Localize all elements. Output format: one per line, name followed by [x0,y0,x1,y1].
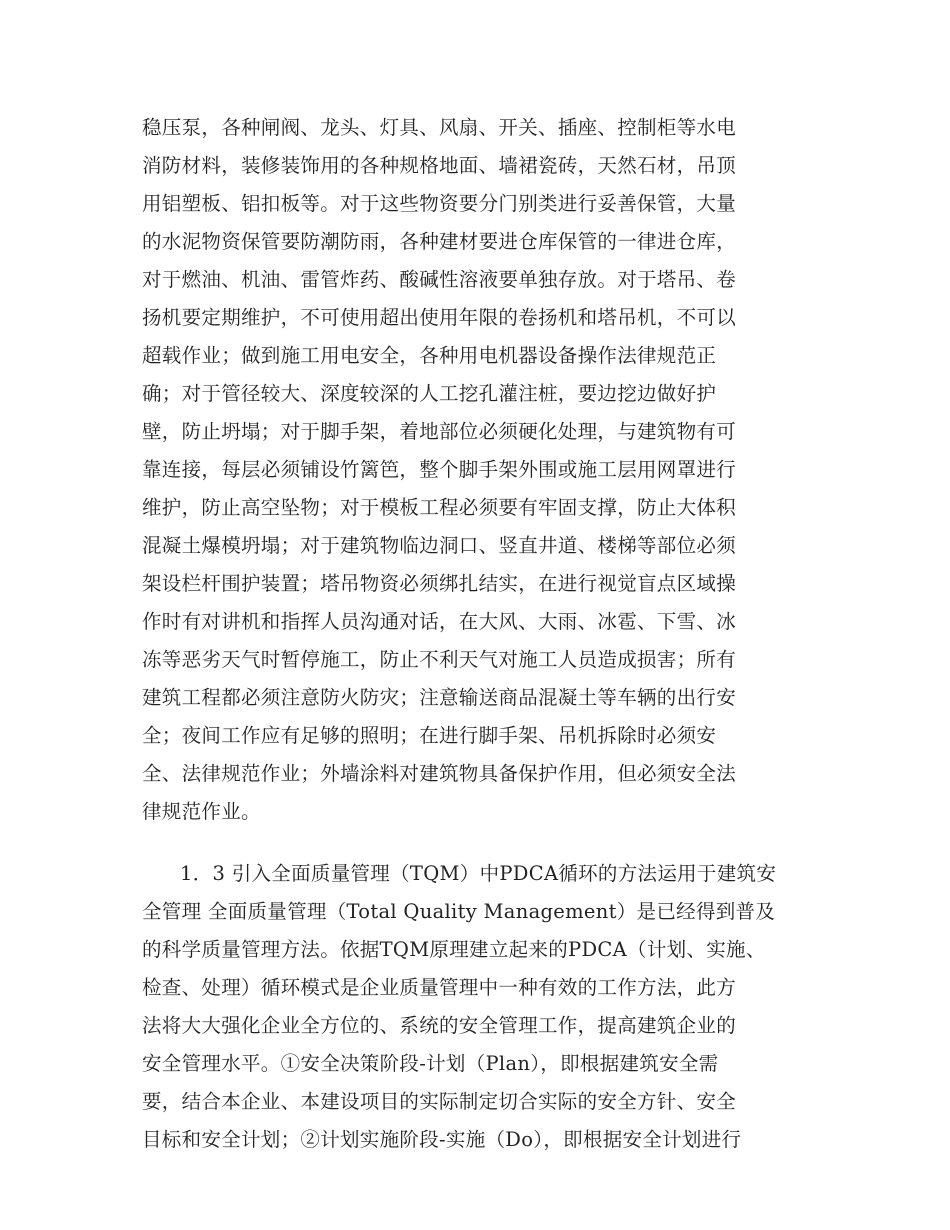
text-line: 架设栏杆围护装置；塔吊物资必须绑扎结实，在进行视觉盲点区域操 [142,572,737,595]
text-line: 全管理 全面质量管理（Total Quality Management）是已经得到普及 [142,900,776,923]
text-line: 维护，防止高空坠物；对于模板工程必须要有牢固支撑，防止大体积 [142,496,737,519]
text-line: 靠连接，每层必须铺设竹篱笆，整个脚手架外围或施工层用网罩进行 [142,458,737,481]
text-line: 作时有对讲机和指挥人员沟通对话，在大风、大雨、冰雹、下雪、冰 [142,610,737,633]
text-line: 消防材料，装修装饰用的各种规格地面、墙裙瓷砖，天然石材，吊顶 [142,154,737,177]
text-line: 全、法律规范作业；外墙涂料对建筑物具备保护作用，但必须安全法 [142,762,737,785]
text-line: 建筑工程都必须注意防火防灾；注意输送商品混凝土等车辆的出行安 [142,686,737,709]
text-line: 确；对于管径较大、深度较深的人工挖孔灌注桩，要边挖边做好护 [142,382,717,405]
text-line: 法将大大强化企业全方位的、系统的安全管理工作，提高建筑企业的 [142,1014,737,1037]
text-line: 目标和安全计划；②计划实施阶段-实施（Do），即根据安全计划进行 [142,1128,742,1151]
text-line: 安全管理水平。①安全决策阶段-计划（Plan），即根据建筑安全需 [142,1052,719,1075]
text-line: 扬机要定期维护，不可使用超出使用年限的卷扬机和塔吊机，不可以 [142,306,737,329]
text-line: 冻等恶劣天气时暂停施工，防止不利天气对施工人员造成损害；所有 [142,648,737,671]
text-line: 全；夜间工作应有足够的照明；在进行脚手架、吊机拆除时必须安 [142,724,717,747]
text-line: 的水泥物资保管要防潮防雨，各种建材要进仓库保管的一律进仓库， [142,230,737,253]
text-line: 律规范作业。 [142,800,261,823]
text-line: 稳压泵，各种闸阀、龙头、灯具、风扇、开关、插座、控制柜等水电 [142,116,737,139]
text-line: 用铝塑板、铝扣板等。对于这些物资要分门别类进行妥善保管，大量 [142,192,737,215]
text-line: 混凝土爆模坍塌；对于建筑物临边洞口、竖直井道、楼梯等部位必须 [142,534,737,557]
text-line: 壁，防止坍塌；对于脚手架，着地部位必须硬化处理，与建筑物有可 [142,420,737,443]
text-line: 超载作业；做到施工用电安全，各种用电机器设备操作法律规范正 [142,344,717,367]
text-line: 对于燃油、机油、雷管炸药、酸碱性溶液要单独存放。对于塔吊、卷 [142,268,737,291]
section-heading-line: 1．3 引入全面质量管理（TQM）中PDCA循环的方法运用于建筑安 [180,862,777,885]
text-line: 检查、处理）循环模式是企业质量管理中一种有效的工作方法，此方 [142,976,737,999]
text-line: 的科学质量管理方法。依据TQM原理建立起来的PDCA（计划、实施、 [142,938,766,961]
text-line: 要，结合本企业、本建设项目的实际制定切合实际的安全方针、安全 [142,1090,737,1113]
